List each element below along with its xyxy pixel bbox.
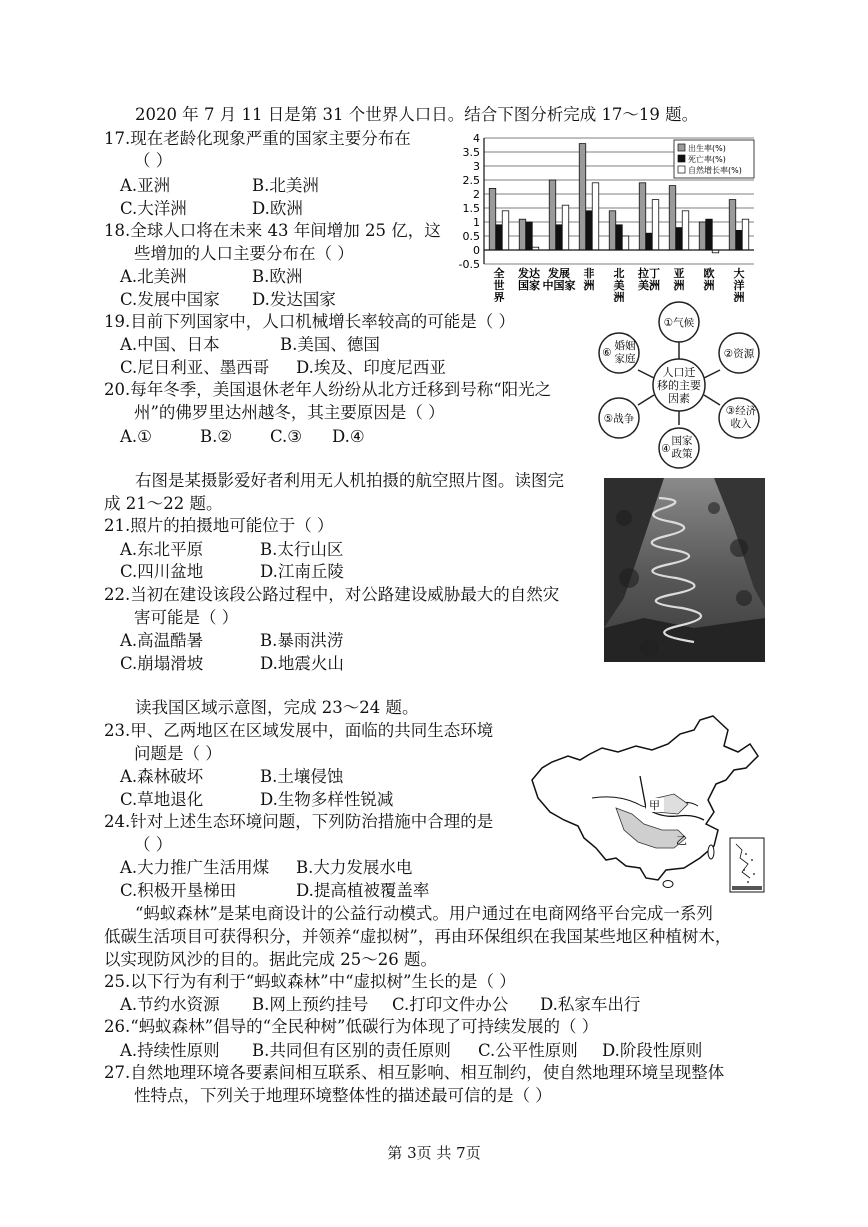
page-footer: 第 3页 共 7页 [387,1144,481,1162]
q18-option-a[interactable]: A.北美洲 [120,267,187,286]
intro-23-24: 读我国区域示意图，完成 23～24 题。 [135,698,419,717]
x-tick-label: 全 [493,267,505,280]
x-tick-label: 发展 [548,267,570,280]
y-tick-label: 2.5 [462,174,480,187]
china-region-map [528,708,768,894]
legend-swatch [678,166,685,173]
q26-option-b[interactable]: B.共同但有区别的责任原则 [252,1041,451,1060]
q21-stem: 21.照片的拍摄地可能位于（ ） [104,516,334,535]
q23-option-a[interactable]: A.森林破坏 [120,767,204,786]
q25-option-a[interactable]: A.节约水资源 [120,995,220,1014]
y-tick-label: 1.5 [462,202,480,215]
x-tick-label: 洲 [703,279,715,292]
bar [669,186,676,250]
q24-paren: （ ） [134,835,173,854]
bar [549,180,556,250]
bar [706,219,713,250]
aerial-mountain-road-photo [604,478,765,662]
center-label-2: 移的主要 [657,379,701,392]
q20-option-d[interactable]: D.④ [332,427,365,446]
q17-stem: 17.现在老龄化现象严重的国家主要分布在 [104,129,411,148]
q19-option-c[interactable]: C.尼日利亚、墨西哥 [120,358,270,377]
jia-label: 甲 [649,799,660,812]
q23-option-d[interactable]: D.生物多样性锐减 [260,790,394,809]
bar [676,228,683,250]
svg-text:①气候: ①气候 [663,317,695,329]
q17-paren: （ ） [134,151,173,170]
bar [496,225,503,250]
x-tick-label: 大 [733,267,745,280]
bar [622,236,629,250]
intro-17-19: 2020 年 7 月 11 日是第 31 个世界人口日。结合下图分析完成 17～19 题。 [135,105,699,124]
q17-option-b[interactable]: B.北美洲 [252,176,319,195]
x-tick-label: 洲 [583,279,595,292]
q27-stem-2: 性特点，下列关于地理环境整体性的描述最可信的是（ ） [134,1086,552,1105]
q23-option-b[interactable]: B.土壤侵蚀 [260,767,344,786]
q23-stem: 23.甲、乙两地区在区域发展中，面临的共同生态环境 [104,721,494,740]
bar [639,183,646,250]
q24-option-a[interactable]: A.大力推广生活用煤 [120,858,270,877]
bar [519,219,526,250]
bar [586,211,593,250]
q19-option-a[interactable]: A.中国、日本 [120,335,220,354]
svg-text:⑥: ⑥ [602,347,612,359]
x-tick-label: 洲 [733,291,745,302]
x-tick-label: 拉丁 [638,267,660,280]
intro-21-22: 右图是某摄影爱好者利用无人机拍摄的航空照片图。读图完 [135,471,564,490]
q26-option-c[interactable]: C.公平性原则 [478,1041,578,1060]
q25-option-d[interactable]: D.私家车出行 [540,995,641,1014]
x-tick-label: 非 [583,267,595,280]
x-tick-label: 中国家 [542,279,576,292]
q25-stem: 25.以下行为有利于“蚂蚁森林”中“虚拟树”生长的是（ ） [104,972,516,991]
y-tick-label: 2 [473,188,480,201]
q19-stem: 19.目前下列国家中，人口机械增长率较高的可能是（ ） [104,312,515,331]
x-tick-label: 界 [493,291,505,302]
q21-option-d[interactable]: D.江南丘陵 [260,562,344,581]
bar [736,230,743,250]
svg-text:政策: 政策 [671,448,693,460]
y-tick-label: 3.5 [462,146,480,159]
bar [526,222,533,250]
bar [609,211,616,250]
q22-option-d[interactable]: D.地震火山 [260,654,344,673]
x-tick-label: 洲 [613,291,625,302]
svg-text:国家: 国家 [671,435,693,447]
intro-25-26: “蚂蚁森林”是某电商设计的公益行动模式。用户通过在电商网络平台完成一系列 [135,904,713,923]
q18-option-d[interactable]: D.发达国家 [252,290,336,309]
q19-option-d[interactable]: D.埃及、印度尼西亚 [296,358,446,377]
q22-option-b[interactable]: B.暴雨洪涝 [260,631,344,650]
q22-stem-2: 害可能是（ ） [134,608,239,627]
q20-stem: 20.每年冬季，美国退休老年人纷纷从北方迁移到号称“阳光之 [104,380,552,399]
q21-option-c[interactable]: C.四川盆地 [120,562,204,581]
y-tick-label: 0.5 [462,230,480,243]
q26-stem: 26.“蚂蚁森林”倡导的“全民种树”低碳行为体现了可持续发展的（ ） [104,1017,599,1036]
svg-text:③经济: ③经济 [725,405,757,417]
bar [616,225,623,250]
legend-label: 出生率(%) [688,144,726,153]
q22-option-a[interactable]: A.高温酷暑 [120,631,204,650]
x-tick-label: 发达 [518,267,540,280]
q20-stem-2: 州”的佛罗里达州越冬，其主要原因是（ ） [134,403,445,422]
q24-option-c[interactable]: C.积极开垦梯田 [120,881,237,900]
bar [579,144,586,250]
q27-stem: 27.自然地理环境各要素间相互联系、相互影响、相互制约，使自然地理环境呈现整体 [104,1063,725,1082]
x-tick-label: 欧 [703,267,715,280]
legend-swatch [678,144,685,151]
bar [562,205,569,250]
bar [646,233,653,250]
q23-option-c[interactable]: C.草地退化 [120,790,204,809]
yi-label: 乙 [676,834,687,847]
intro-25-26-line2: 低碳生活项目可获得积分，并领养“虚拟树”，再由环保组织在我国某些地区种植树木， [104,927,732,946]
bar [729,200,736,250]
svg-text:④: ④ [661,443,671,455]
q26-option-a[interactable]: A.持续性原则 [120,1041,220,1060]
q18-stem-2: 些增加的人口主要分布在（ ） [134,244,354,263]
q18-option-b[interactable]: B.欧洲 [252,267,303,286]
svg-text:②资源: ②资源 [723,348,755,360]
q19-option-b[interactable]: B.美国、德国 [280,335,380,354]
legend-swatch [678,155,685,162]
migration-factors-diagram [594,300,764,472]
bar [682,211,689,250]
x-tick-label: 世 [493,279,505,292]
y-tick-label: 4 [473,132,480,145]
y-tick-label: 0 [473,244,480,257]
q22-option-c[interactable]: C.崩塌滑坡 [120,654,204,673]
intro-25-26-line3: 以实现防风沙的目的。据此完成 25～26 题。 [104,950,437,969]
q22-stem: 22.当初在建设该段公路过程中，对公路建设威胁最大的自然灾 [104,585,560,604]
q26-option-d[interactable]: D.阶段性原则 [602,1041,703,1060]
bar [652,200,659,250]
q24-stem: 24.针对上述生态环境问题，下列防治措施中合理的是 [104,812,494,831]
bar [502,211,509,250]
y-tick-label: 3 [473,160,480,173]
x-tick-label: 北 [613,267,625,280]
center-label-3: 因素 [668,392,690,405]
x-tick-label: 亚 [673,267,685,280]
x-tick-label: 国家 [518,279,540,292]
x-tick-label: 洲 [673,279,685,292]
intro-21-22-cont: 成 21～22 题。 [104,494,223,513]
x-tick-label: 洋 [733,279,745,292]
q17-option-a[interactable]: A.亚洲 [120,176,171,195]
q23-stem-2: 问题是（ ） [134,744,222,763]
q24-option-b[interactable]: B.大力发展水电 [296,858,413,877]
svg-text:收入: 收入 [730,418,752,430]
q17-option-d[interactable]: D.欧洲 [252,199,303,218]
x-tick-label: 美 [613,279,625,292]
q25-option-b[interactable]: B.网上预约挂号 [252,995,369,1014]
q18-option-c[interactable]: C.发展中国家 [120,290,220,309]
legend-label: 死亡率(%) [688,155,726,164]
svg-text:婚姻: 婚姻 [614,340,636,352]
y-tick-label: 1 [473,216,480,229]
svg-text:家庭: 家庭 [614,353,636,365]
q24-option-d[interactable]: D.提高植被覆盖率 [296,881,430,900]
bar [489,188,496,250]
legend-label: 自然增长率(%) [688,166,742,175]
x-tick-label: 美洲 [638,279,660,292]
q18-stem: 18.全球人口将在未来 43 年间增加 25 亿，这 [104,221,441,240]
center-label-1: 人口迁 [662,366,696,379]
q25-option-c[interactable]: C.打印文件办公 [392,995,509,1014]
q21-option-a[interactable]: A.东北平原 [120,540,204,559]
q20-option-b[interactable]: B.② [200,427,233,446]
q20-option-c[interactable]: C.③ [270,427,303,446]
q17-option-c[interactable]: C.大洋洲 [120,199,187,218]
bar [592,183,599,250]
y-tick-label: -0.5 [458,258,480,271]
population-rate-chart [452,132,756,302]
svg-text:⑤战争: ⑤战争 [603,413,635,425]
bar [556,225,563,250]
bar [699,222,706,250]
q20-option-a[interactable]: A.① [120,427,152,446]
q21-option-b[interactable]: B.太行山区 [260,540,344,559]
bar [742,219,749,250]
